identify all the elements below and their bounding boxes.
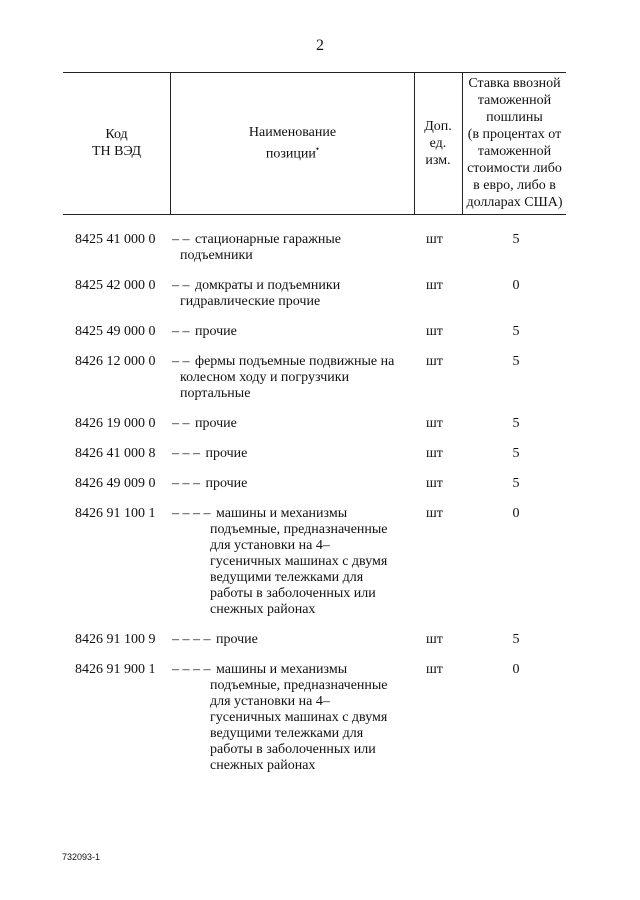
row-name-line: [172, 278, 422, 294]
row-rate: 0: [512, 506, 520, 521]
row-name: [172, 476, 422, 492]
row-name-line: [172, 232, 422, 248]
row-name-line: работы в заболоченных или: [210, 742, 376, 757]
row-unit: шт: [426, 632, 443, 647]
row-name-line: портальные: [180, 386, 251, 401]
row-name: [172, 354, 422, 402]
header-rate-line: долларах США): [466, 195, 563, 210]
row-unit: шт: [426, 446, 443, 461]
row-name-line: [172, 476, 422, 492]
row-code: 8425 42 000 0: [75, 278, 156, 293]
row-name-text: прочие: [195, 324, 237, 339]
row-dashes: – –: [172, 232, 193, 247]
row-name-line: колесном ходу и погрузчики: [180, 370, 350, 385]
row-name-line: [172, 506, 422, 522]
row-name-line: подъемные, предназначенные: [210, 678, 388, 693]
row-unit: шт: [426, 476, 443, 491]
row-name: [172, 278, 422, 310]
row-name-text: прочие: [205, 446, 248, 461]
row-name-line: [172, 354, 422, 370]
row-unit: шт: [426, 506, 443, 521]
row-dashes: – – – –: [172, 632, 214, 647]
header-rate: [463, 72, 566, 214]
row-name-text: прочие: [216, 632, 258, 647]
row-unit: шт: [426, 232, 443, 247]
row-rate: 5: [512, 232, 520, 247]
row-unit: шт: [426, 416, 443, 431]
row-unit: шт: [426, 324, 443, 339]
row-unit: шт: [426, 278, 443, 293]
row-rate: 0: [512, 662, 520, 677]
row-name-line: гусеничных машинах с двумя: [210, 710, 388, 725]
row-name: [172, 232, 422, 264]
header-name-line: Наименование: [248, 124, 337, 140]
row-code: 8426 91 900 1: [75, 662, 156, 677]
row-unit: шт: [426, 662, 443, 677]
row-rate: 5: [512, 446, 520, 461]
row-name-text: фермы подъемные подвижные на: [195, 354, 395, 369]
row-name-line: гусеничных машинах с двумя: [210, 554, 388, 569]
header-unit: [414, 72, 462, 214]
row-name-line: работы в заболоченных или: [210, 586, 376, 601]
header-name-line: позиции•: [265, 143, 320, 162]
document-footer-code: 732093-1: [62, 852, 101, 862]
row-name-line: снежных районах: [210, 602, 316, 617]
header-code-line: ТН ВЭД: [91, 144, 142, 159]
row-name-line: [172, 632, 422, 648]
row-name: [172, 632, 422, 648]
header-rate-line: Ставка ввозной: [468, 76, 561, 91]
header-unit-line: ед.: [429, 135, 447, 151]
header-rate-line: таможенной: [477, 93, 552, 108]
header-unit-line: Доп.: [424, 118, 452, 134]
row-dashes: – – – –: [172, 506, 214, 521]
row-name-text: машины и механизмы: [216, 662, 348, 677]
row-name-text: машины и механизмы: [216, 506, 348, 521]
header-code-line: Код: [105, 127, 128, 142]
row-rate: 0: [512, 278, 520, 293]
row-dashes: – –: [172, 354, 193, 369]
header-name: [171, 72, 414, 214]
header-rate-line: в евро, либо в: [473, 178, 556, 193]
row-name-text: домкраты и подъемники: [195, 278, 341, 293]
header-rate-line: (в процентах от: [467, 127, 562, 142]
row-dashes: – –: [172, 416, 193, 431]
row-name-text: прочие: [195, 416, 237, 431]
row-rate: 5: [512, 632, 520, 647]
row-name-text: стационарные гаражные: [195, 232, 341, 247]
row-name-line: для установки на 4–: [210, 538, 330, 553]
row-name-line: ведущими тележками для: [210, 726, 364, 741]
row-code: 8426 19 000 0: [75, 416, 156, 431]
header-rate-line: стоимости либо: [467, 161, 562, 176]
page-number: 2: [316, 37, 324, 54]
row-name-line: ведущими тележками для: [210, 570, 364, 585]
row-name: [172, 416, 422, 432]
row-name-line: для установки на 4–: [210, 694, 330, 709]
row-name-line: [172, 446, 422, 462]
row-rate: 5: [512, 476, 520, 491]
row-name-line: подъемные, предназначенные: [210, 522, 388, 537]
row-rate: 5: [512, 324, 520, 339]
row-name-line: гидравлические прочие: [180, 294, 321, 309]
row-dashes: – – –: [172, 476, 204, 491]
row-dashes: – – – –: [172, 662, 214, 677]
table-header: [63, 72, 566, 214]
row-code: 8426 12 000 0: [75, 354, 156, 369]
row-name-line: подъемники: [180, 248, 253, 263]
row-name: [172, 446, 422, 462]
row-name-line: [172, 662, 422, 678]
row-rate: 5: [512, 354, 520, 369]
row-code: 8425 49 000 0: [75, 324, 156, 339]
row-dashes: – –: [172, 278, 193, 293]
header-code: [63, 72, 170, 214]
row-code: 8426 91 100 1: [75, 506, 156, 521]
header-rate-line: таможенной: [477, 144, 552, 159]
header-unit-line: изм.: [425, 152, 451, 168]
row-code: 8426 41 000 8: [75, 446, 156, 461]
row-name-line: снежных районах: [210, 758, 316, 773]
row-unit: шт: [426, 354, 443, 369]
row-name-line: [172, 324, 422, 340]
row-code: 8426 49 009 0: [75, 476, 156, 491]
header-bottom-rule: [63, 214, 566, 215]
row-code: 8426 91 100 9: [75, 632, 156, 647]
row-code: 8425 41 000 0: [75, 232, 156, 247]
row-rate: 5: [512, 416, 520, 431]
row-name: [172, 506, 422, 618]
row-name-line: [172, 416, 422, 432]
header-rate-line: пошлины: [486, 110, 543, 125]
row-name-text: прочие: [205, 476, 248, 491]
row-name: [172, 324, 422, 340]
row-dashes: – –: [172, 324, 193, 339]
row-name: [172, 662, 422, 774]
row-dashes: – – –: [172, 446, 204, 461]
